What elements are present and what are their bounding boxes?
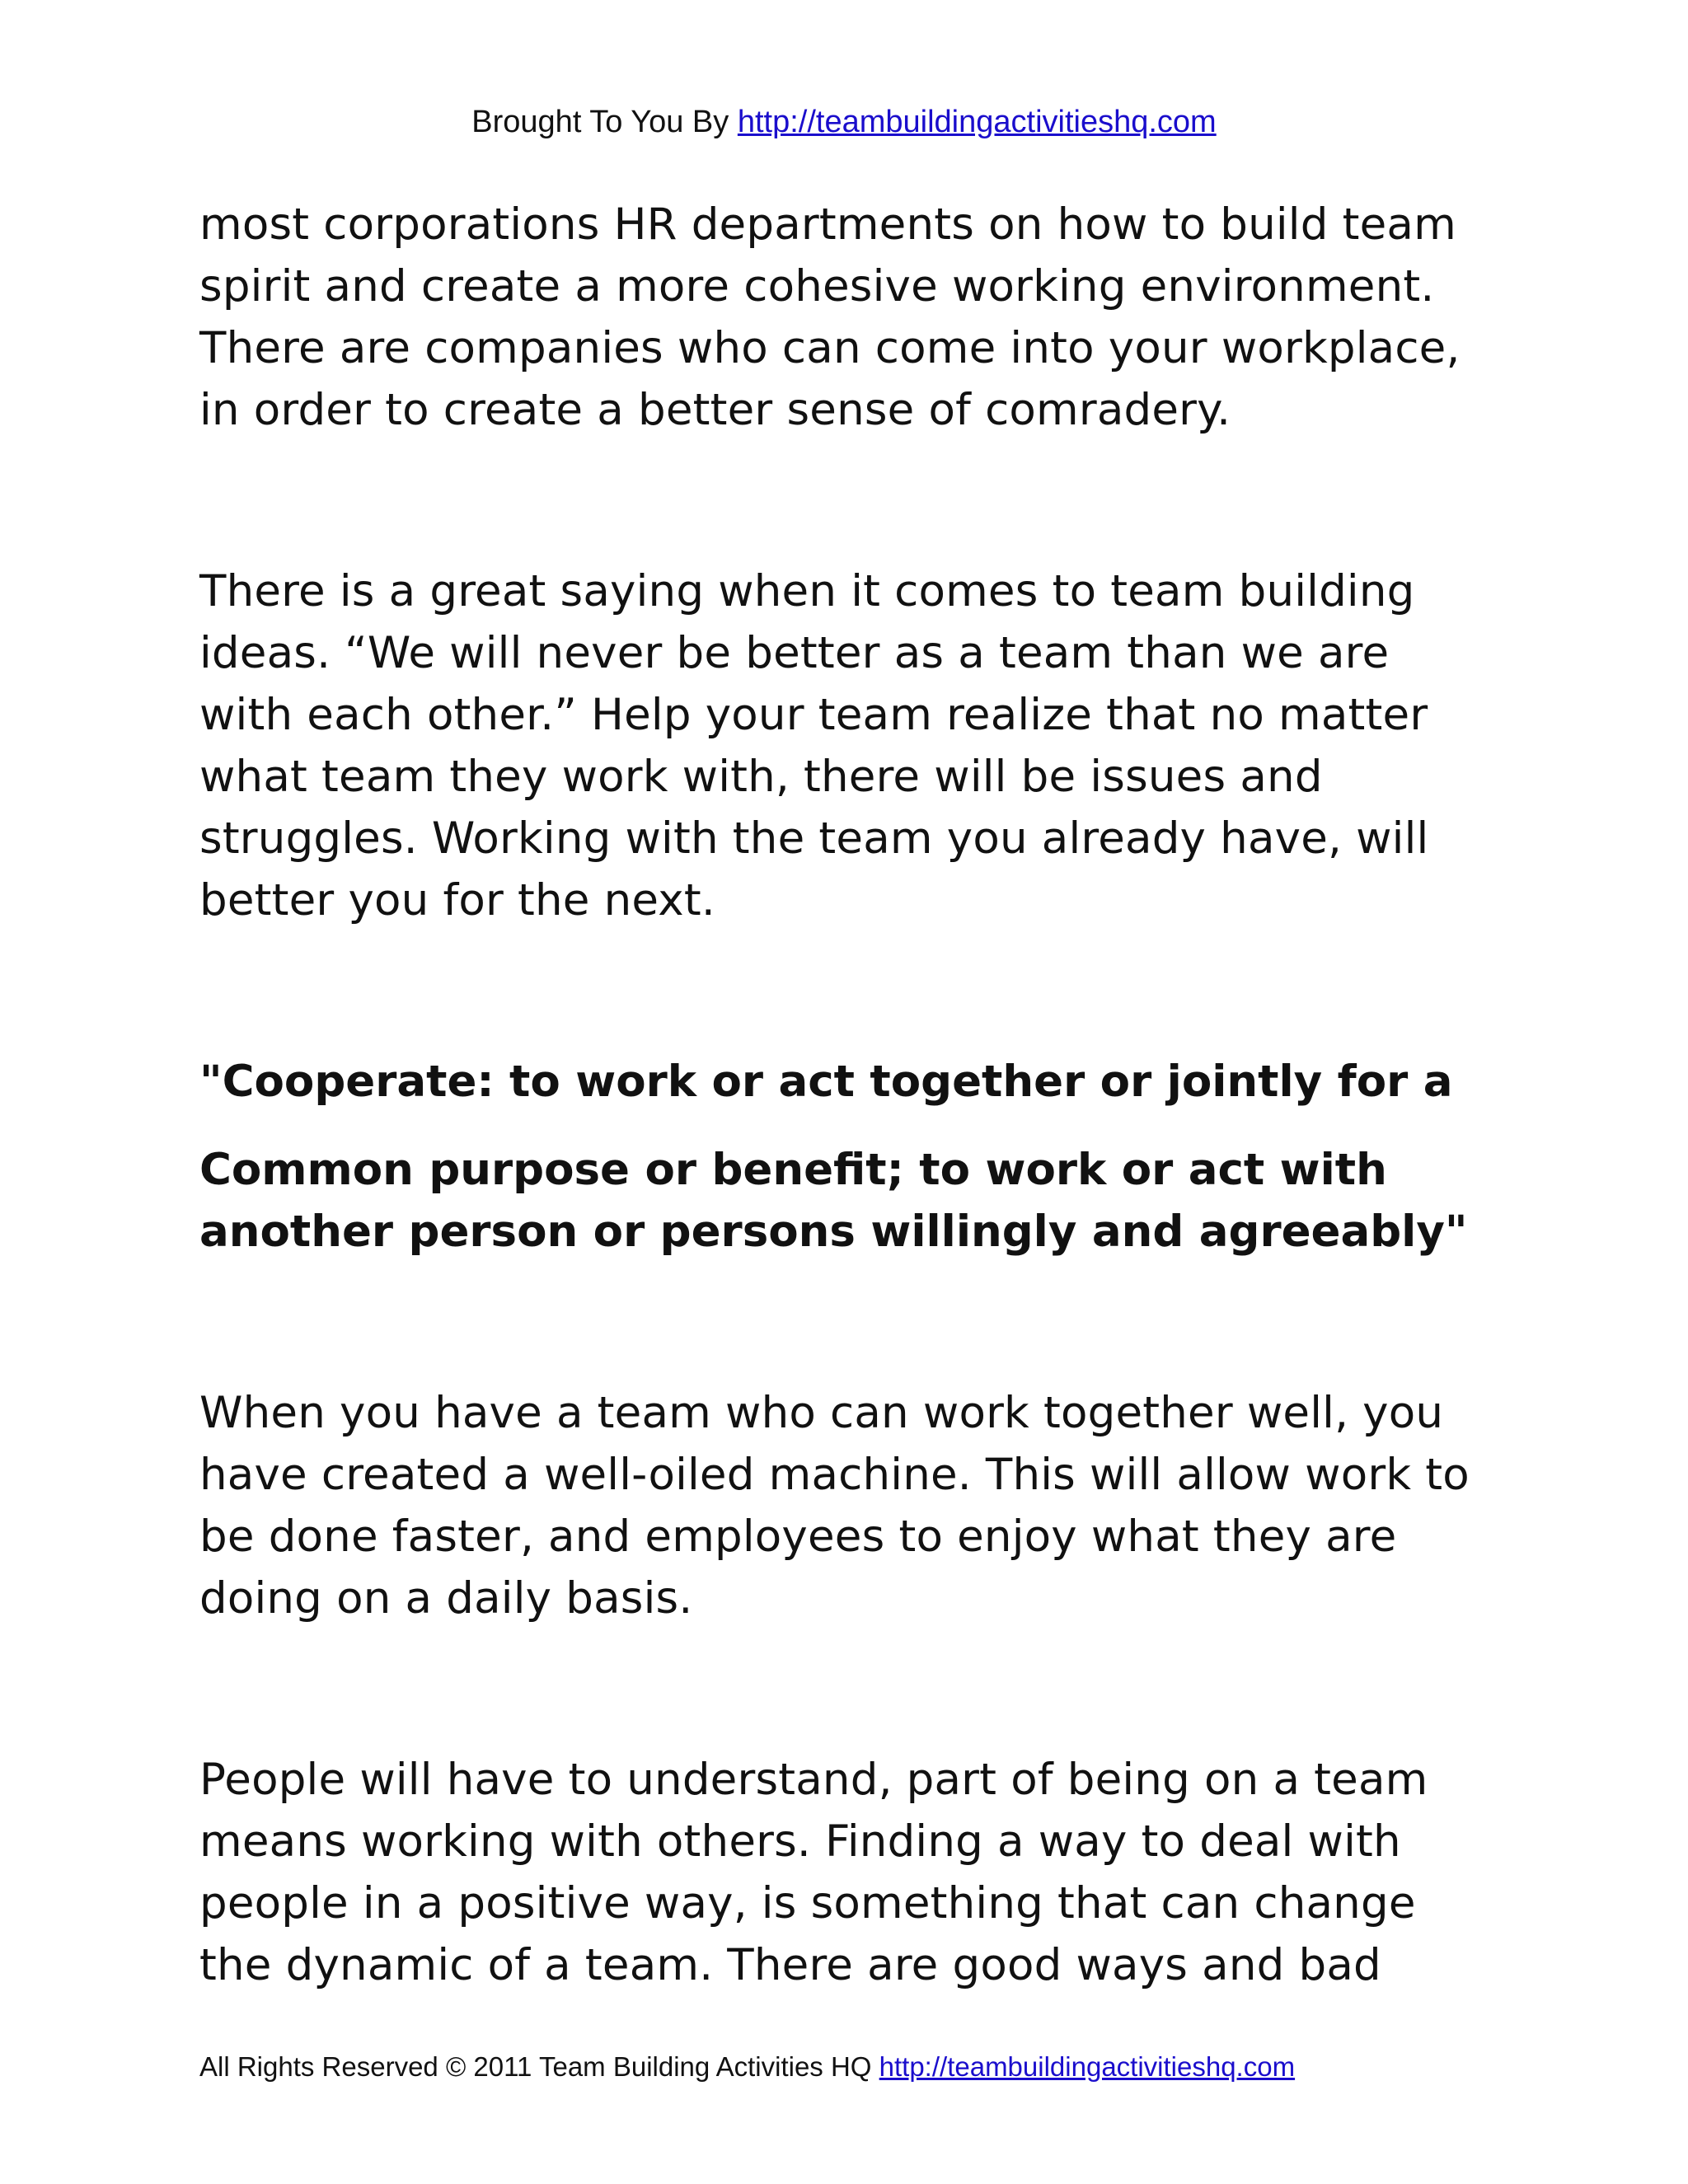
text-line: doing on a daily basis. [199, 1573, 693, 1624]
paragraph-4 [199, 1749, 1535, 1996]
header-link[interactable]: http://teambuildingactivitieshq.com [737, 105, 1217, 139]
quote-line: "Cooperate: to work or act together or jointly for a [199, 1057, 1453, 1107]
text-line: have created a well-oiled machine. This will allow work to [199, 1450, 1470, 1500]
paragraph-3 [199, 1382, 1535, 1629]
paragraph-spacer [199, 931, 1535, 1051]
text-line: be done faster, and employees to enjoy what they are [199, 1511, 1397, 1562]
paragraph-1 [199, 194, 1535, 441]
paragraph-2 [199, 560, 1535, 931]
text-line: struggles. Working with the team you already have, will [199, 813, 1429, 864]
text-line: with each other.” Help your team realize that no matter [199, 690, 1428, 740]
paragraph-spacer [199, 441, 1535, 560]
text-line: spirit and create a more cohesive working environment. [199, 261, 1435, 312]
text-line: better you for the next. [199, 875, 715, 926]
paragraph-spacer [199, 1629, 1535, 1749]
quote-line: Common purpose or benefit; to work or act with [199, 1145, 1387, 1195]
text-line: ideas. “We will never be better as a team than we are [199, 628, 1390, 678]
footer-link[interactable]: http://teambuildingactivitieshq.com [879, 2051, 1296, 2082]
text-line: There is a great saying when it comes to team building [199, 566, 1415, 616]
text-line: in order to create a better sense of comradery. [199, 385, 1231, 435]
definition-quote [199, 1051, 1535, 1263]
paragraph-spacer [199, 1263, 1535, 1382]
text-line: people in a positive way, is something that can change [199, 1878, 1416, 1929]
text-line: When you have a team who can work together well, you [199, 1388, 1444, 1438]
text-line: means working with others. Finding a way to deal with [199, 1816, 1401, 1867]
page-header [0, 101, 1688, 143]
quote-line-spacer [199, 1113, 1535, 1139]
text-line: what team they work with, there will be issues and [199, 752, 1323, 802]
page-body [199, 194, 1535, 1996]
page-footer [199, 2048, 1295, 2086]
quote-line: another person or persons willingly and agreeably" [199, 1207, 1468, 1257]
header-prefix: Brought To You By [471, 105, 738, 139]
text-line: most corporations HR departments on how to build team [199, 199, 1456, 250]
text-line: the dynamic of a team. There are good ways and bad [199, 1940, 1381, 1990]
text-line: People will have to understand, part of being on a team [199, 1755, 1428, 1805]
text-line: There are companies who can come into your workplace, [199, 323, 1461, 373]
footer-copyright: All Rights Reserved © 2011 Team Building Activities HQ [199, 2051, 879, 2082]
